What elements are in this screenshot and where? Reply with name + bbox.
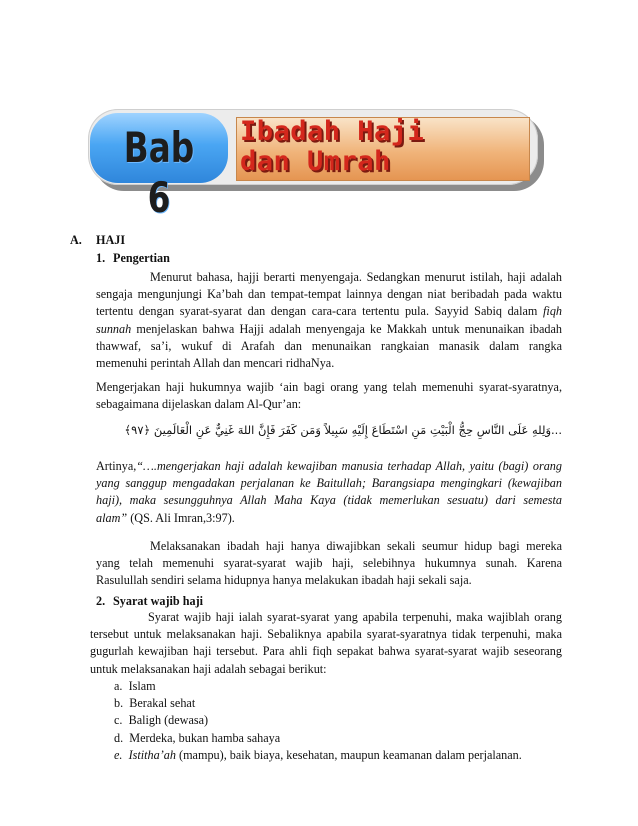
- paragraph-line: tertentu dengan syarat-syarat dan dengan cara-cara tertentu pula. Sayyid Sabiq dalam fiqh: [96, 304, 563, 319]
- paragraph-line: haji), maka sesungguhnya Allah Maha Kaya (tidak memerlukan sesuatu) dari semesta: [96, 493, 562, 508]
- fiqh-term: fiqh: [543, 304, 563, 319]
- paragraph-line: Syarat wajib haji ialah syarat-syarat yang apabila terpenuhi, maka wajiblah orang: [148, 610, 562, 624]
- pengertian-paragraph: [96, 269, 562, 372]
- paragraph-line: alam” (QS. Ali Imran,3:97).: [96, 510, 235, 525]
- paragraph-line: yang telah memenuhi syarat-syarat wajib haji, selebihnya hukumnya sunah. Karena: [96, 556, 562, 571]
- paragraph-line: Artinya,“….mengerjakan haji adalah kewajiban manusia terhadap Allah, yaitu (bagi) orang: [96, 459, 562, 473]
- istithaah-term: Istitha’ah: [128, 747, 176, 762]
- paragraph-line: Rasulullah sendiri selama hidupnya hanya melakukan ibadah haji sekali saja.: [96, 573, 472, 588]
- syarat-paragraph: [90, 609, 562, 678]
- chapter-title-line1: Ibadah Haji: [240, 116, 425, 147]
- paragraph-line: Menurut bahasa, hajji berarti menyengaja. Sedangkan menurut istilah, haji adalah: [150, 270, 562, 284]
- paragraph-line: thawwaf, sa’i, wukuf di Arafah dan menunaikan rangkaian manasik dalam rangka: [96, 338, 562, 353]
- section-letter: A.: [70, 233, 82, 247]
- list-item: a. Islam: [114, 679, 156, 693]
- chapter-title: [240, 117, 530, 177]
- subsection1-number: 1.: [96, 251, 106, 265]
- paragraph-line: sunnah menjelaskan bahwa Hajji adalah menyengaja ke Makkah untuk menunaikan ibadah: [96, 321, 563, 336]
- paragraph-line: sengaja mengunjungi Ka’bah dan tempat-tempat lainnya dengan niat beribadah pada waktu: [96, 287, 562, 302]
- sunnah-term: sunnah: [96, 321, 132, 336]
- chapter-banner: [88, 107, 548, 222]
- syarat-list: [114, 678, 522, 764]
- paragraph-line: gugurlah kewajiban haji tersebut. Para ahli fiqh sepakat bahwa syarat-syarat wajib seseorang: [90, 644, 562, 659]
- subsection1-title: Pengertian: [113, 251, 170, 265]
- paragraph-line: sebagaimana dijelaskan dalam Al-Qur’an:: [96, 397, 302, 412]
- verse-reference: (QS. Ali Imran,3:97).: [127, 510, 235, 525]
- paragraph-line: Melaksanakan ibadah haji hanya diwajibkan sekali seumur hidup bagi mereka: [150, 539, 562, 553]
- list-item: e. Istitha’ah (mampu), baik biaya, kesehatan, maupun keamanan dalam perjalanan.: [114, 747, 522, 762]
- subsection2-title: Syarat wajib haji: [113, 594, 204, 608]
- artinya-label: Artinya,: [96, 459, 137, 473]
- paragraph-line: tersebut untuk melaksanakan haji. Sebaliknya apabila syarat-syaratnya tidak terpenuhi, maka: [90, 627, 562, 642]
- list-item: c. Baligh (dewasa): [114, 713, 209, 728]
- list-item: b. Berakal sehat: [114, 696, 196, 711]
- list-item: d. Merdeka, bukan hamba sahaya: [114, 730, 281, 745]
- chapter-title-line2: dan Umrah: [240, 146, 391, 177]
- paragraph-line: memenuhi perintah Allah dan mencari ridhaNya.: [96, 356, 335, 371]
- paragraph-line: yang sanggup mengadakan perjalanan ke Baitullah; Barangsiapa mengingkari (kewajiban: [96, 476, 562, 491]
- subsection2-number: 2.: [96, 594, 106, 608]
- hukum-paragraph: [96, 379, 562, 413]
- section-title: HAJI: [96, 233, 126, 247]
- artinya-paragraph: [96, 458, 562, 527]
- paragraph-line: Mengerjakan haji hukumnya wajib ‘ain bagi orang yang telah memenuhi syarat-syaratnya,: [96, 380, 562, 394]
- paragraph-line: untuk melaksanakan haji adalah sebagai berikut:: [90, 661, 327, 676]
- chapter-number: Bab 6: [123, 123, 195, 222]
- banner-pill: [88, 109, 538, 222]
- quran-verse: ...وَلِلهِ عَلَى النَّاسِ حِجُّ الْبَيْتِ مَنِ اسْتَطَاعَ إِلَيْهِ سَبِيلاً وَمَن كَفَرَ فَإِنَّ اللهَ غَنِيٌّ عَنِ الْعَالَمِينَ ﴿٩٧﴾: [124, 423, 562, 437]
- sekali-paragraph: [96, 538, 562, 590]
